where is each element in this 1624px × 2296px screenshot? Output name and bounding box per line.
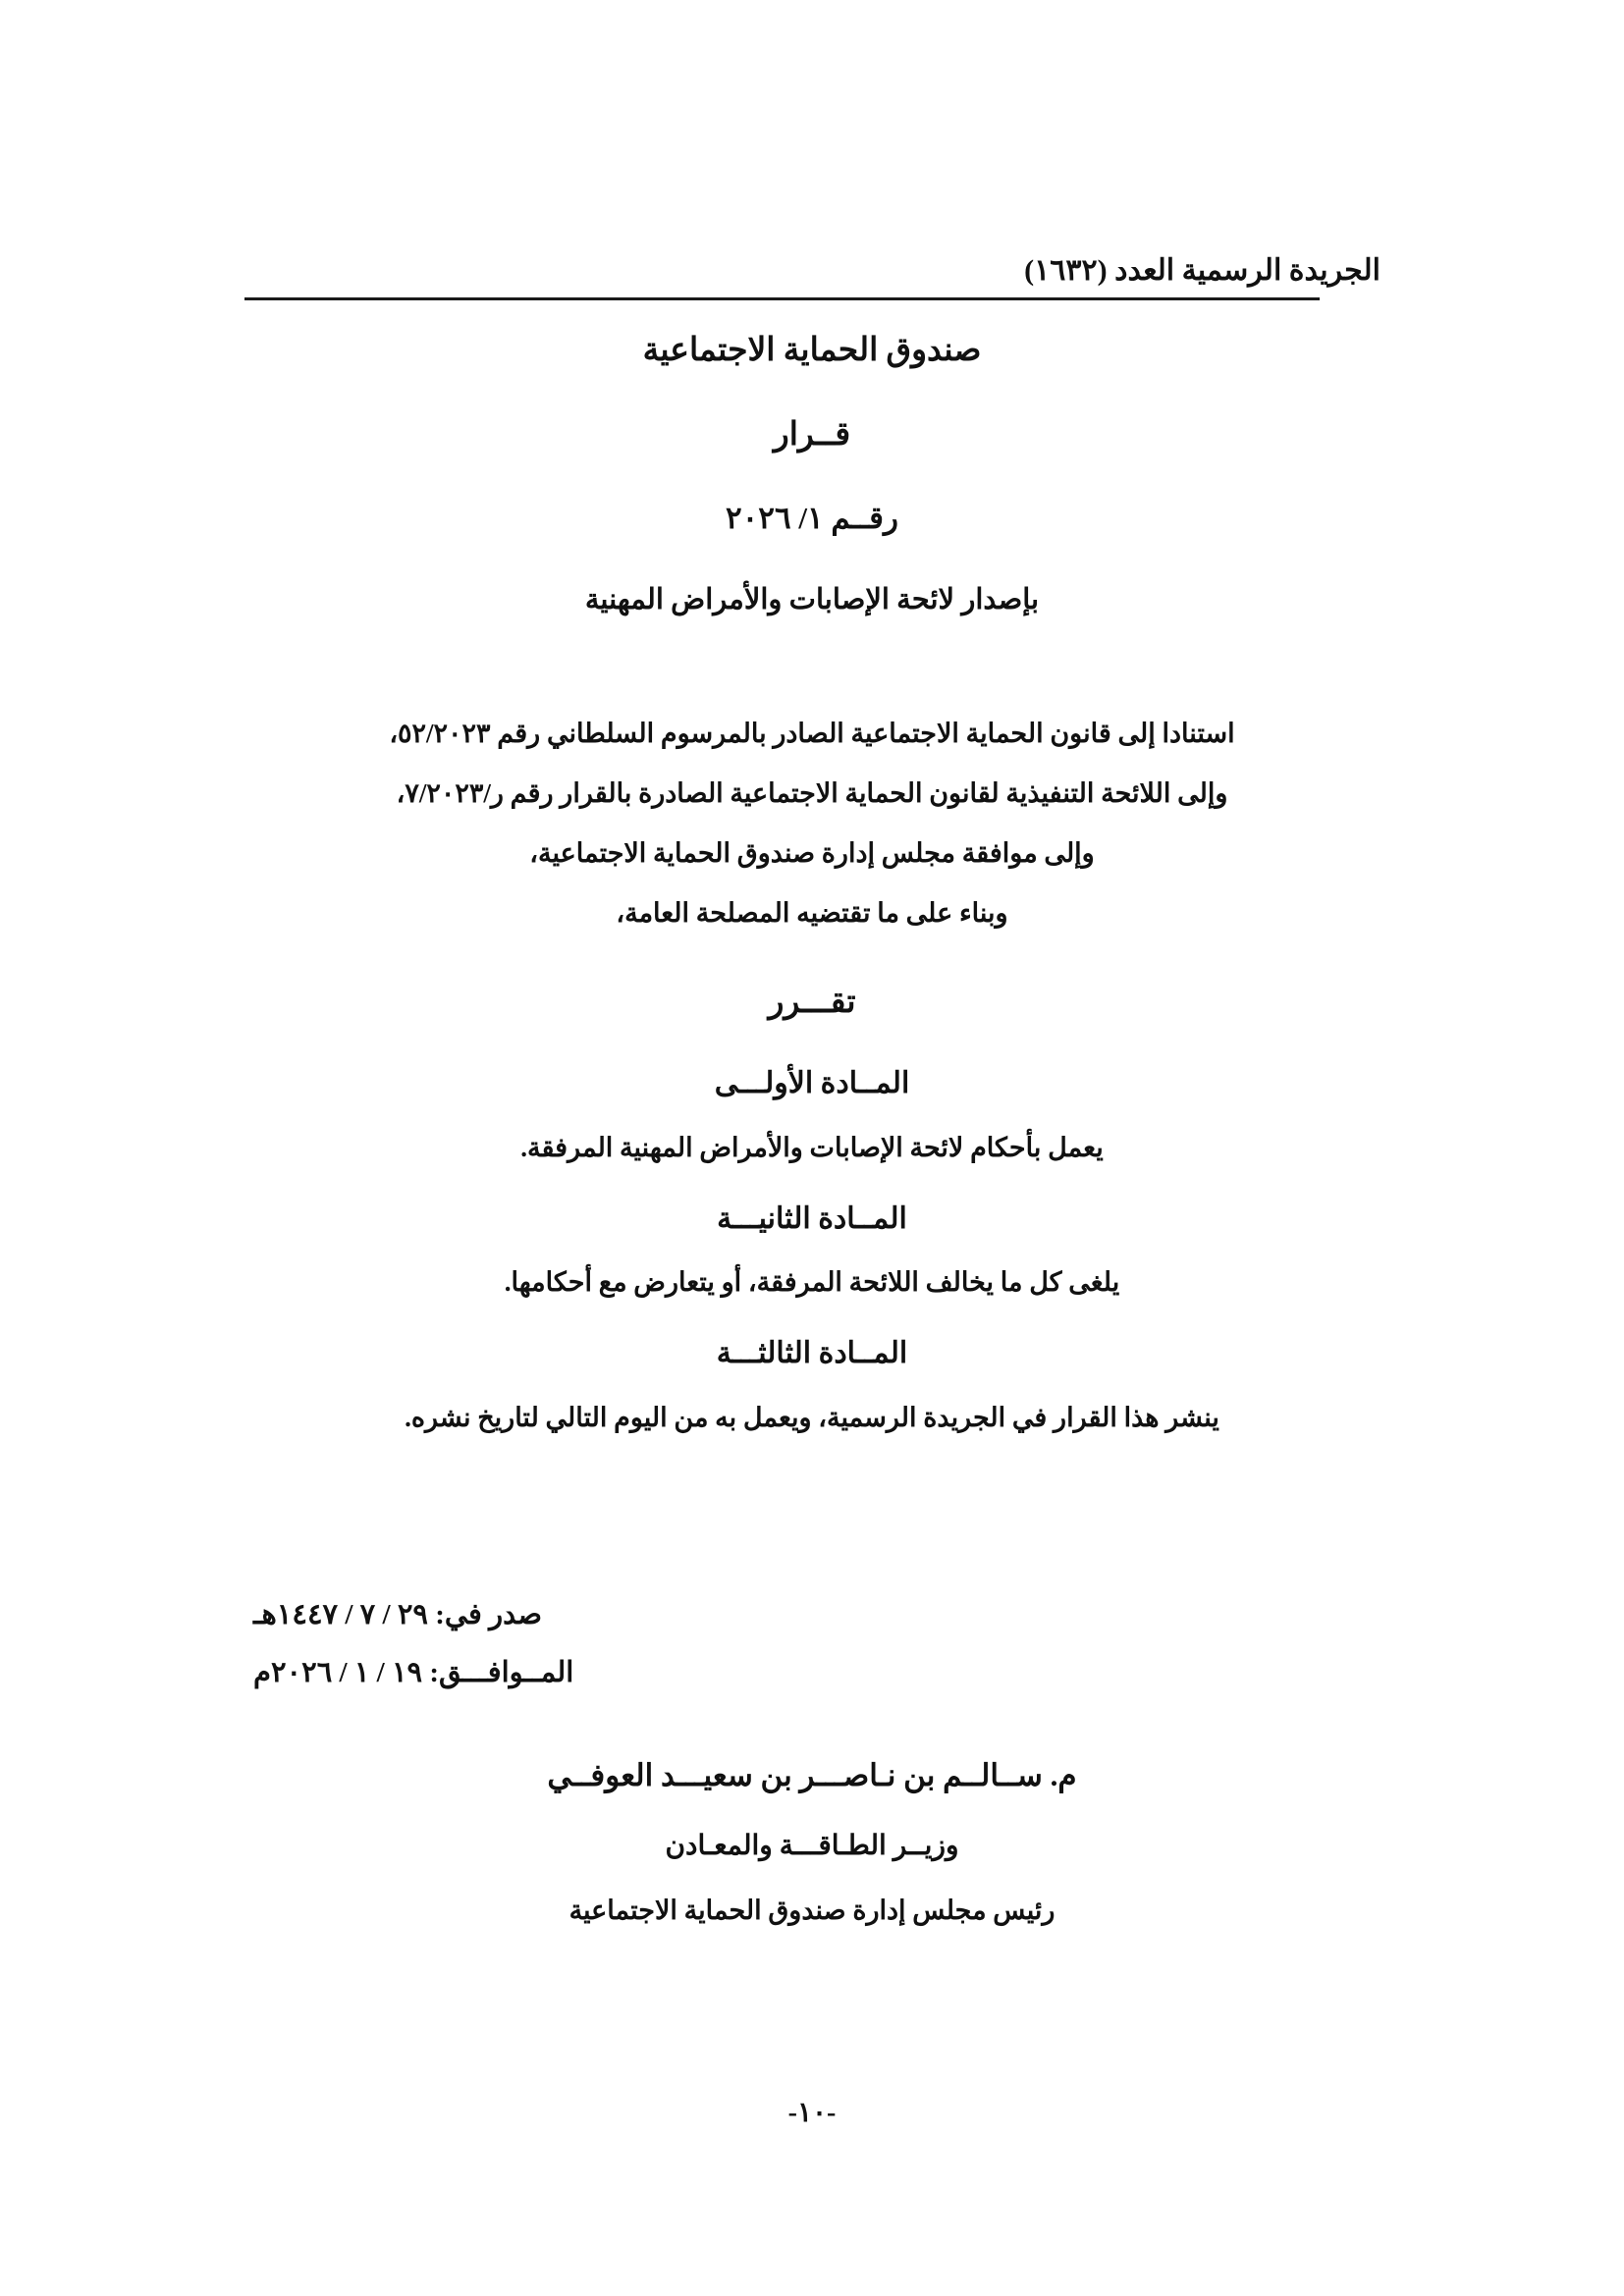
article-one-body: يعمل بأحكام لائحة الإصابات والأمراض المهنية المرفقة. bbox=[520, 1132, 1104, 1162]
issue-dates-block bbox=[0, 1598, 1624, 1714]
issuing-organization: صندوق الحماية الاجتماعية bbox=[642, 333, 982, 368]
header-divider bbox=[244, 297, 1320, 300]
article-three bbox=[0, 1335, 1624, 1437]
article-three-heading: المــادة الثالثـــة bbox=[716, 1337, 908, 1370]
preamble-line-2: وإلى اللائحة التنفيذية لقانون الحماية الاجتماعية الصادرة بالقرار رقم ر/٧/٢٠٢٣، bbox=[396, 778, 1228, 809]
signature-block bbox=[0, 1757, 1624, 1928]
article-two-heading: المــادة الثانيـــة bbox=[717, 1201, 907, 1235]
decision-subject: بإصدار لائحة الإصابات والأمراض المهنية bbox=[584, 584, 1040, 616]
article-two-body: يلغى كل ما يخالف اللائحة المرفقة، أو يتعارض مع أحكامها. bbox=[504, 1267, 1120, 1298]
article-three-body: ينشر هذا القرار في الجريدة الرسمية، ويعمل به من اليوم التالي لتاريخ نشره. bbox=[405, 1402, 1219, 1432]
running-header bbox=[242, 253, 1380, 300]
article-one-heading: المــادة الأولـــى bbox=[714, 1067, 910, 1099]
gazette-header-title: الجريدة الرسمية العدد (١٦٣٢) bbox=[1024, 254, 1380, 287]
decides-heading: تقـــرر bbox=[768, 985, 856, 1020]
articles-block bbox=[0, 1065, 1624, 1470]
document-title-block bbox=[0, 332, 1624, 617]
document-kind: قــرار bbox=[773, 416, 851, 453]
hijri-date: صدر في: ٢٩ / ٧ / ١٤٤٧هـ bbox=[253, 1599, 543, 1630]
preamble-line-4: وبناء على ما تقتضيه المصلحة العامة، bbox=[616, 898, 1008, 929]
signatory-role: وزيــر الطـاقـــة والمعـادن bbox=[665, 1830, 959, 1861]
decision-number: رقــم ١/ ٢٠٢٦ bbox=[726, 501, 898, 536]
preamble-block bbox=[0, 715, 1624, 955]
article-two bbox=[0, 1201, 1624, 1303]
gregorian-date: المــوافـــق: ١٩ / ١ / ٢٠٢٦م bbox=[253, 1656, 574, 1688]
preamble-line-3: وإلى موافقة مجلس إدارة صندوق الحماية الاجتماعية، bbox=[529, 838, 1095, 869]
preamble-line-1: استنادا إلى قانون الحماية الاجتماعية الصادر بالمرسوم السلطاني رقم ٥٢/٢٠٢٣، bbox=[389, 719, 1235, 748]
signatory-name: م. ســالــم بن نـاصـــر بن سعيـــد العوفــي bbox=[547, 1758, 1077, 1792]
page-number: -١٠- bbox=[787, 2098, 837, 2128]
signatory-position: رئيس مجلس إدارة صندوق الحماية الاجتماعية bbox=[568, 1896, 1056, 1926]
article-one bbox=[0, 1065, 1624, 1167]
